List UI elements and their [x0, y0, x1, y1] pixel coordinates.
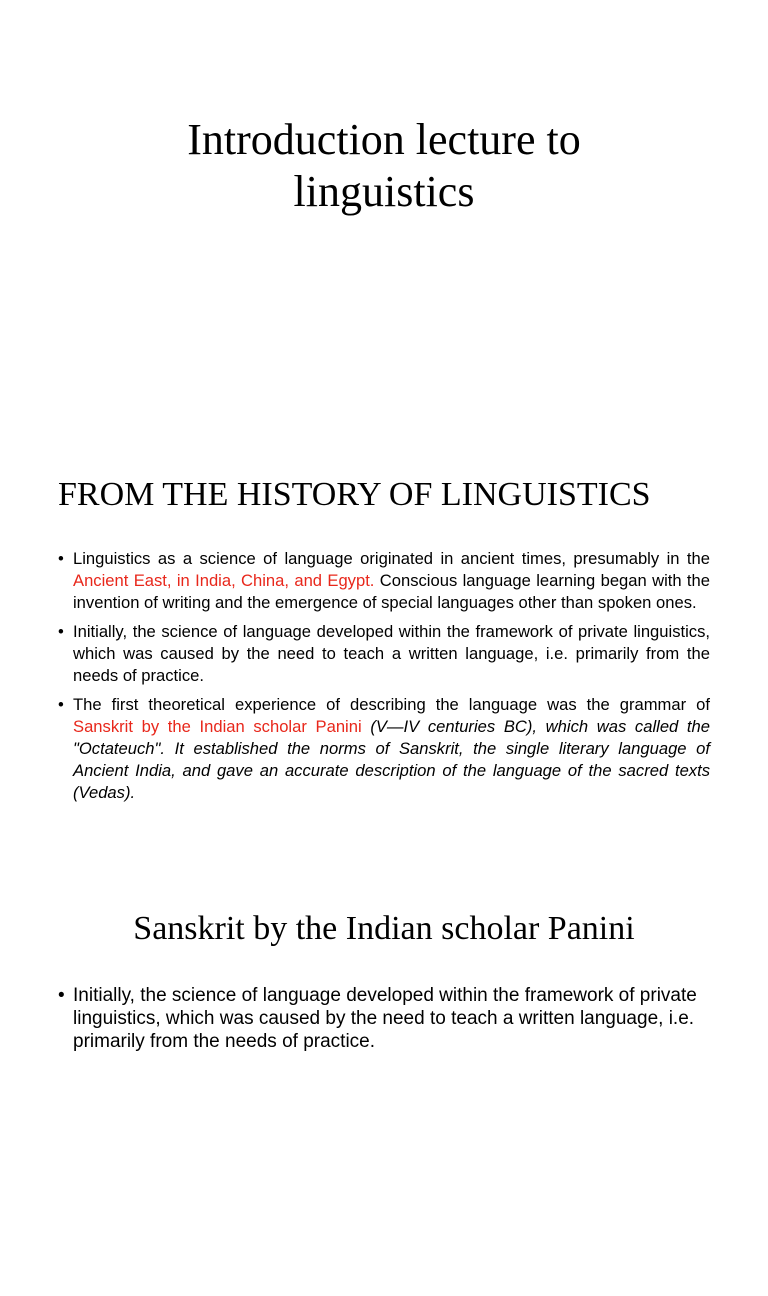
bullet-icon: •: [58, 549, 64, 568]
bullet-text: Initially, the science of language developed within the framework of private linguistics, which was caused by the need to teach a written language, i.e. primarily from the needs of practice.: [73, 622, 710, 685]
italic-text: (V—IV centuries BC), which was called the "Octateuch". It established the norms of Sanskrit, the single literary language of Ancient India, and gave an accurate description of the language of the sacred texts (Vedas).: [73, 717, 710, 802]
bullet-list: [58, 548, 710, 811]
slide-history: [0, 432, 768, 864]
bullet-list: [58, 984, 718, 1053]
bullet-item: [58, 984, 718, 1053]
title-line-1: Introduction lecture to: [187, 115, 581, 164]
bullet-text: Conscious language learning began with the invention of writing and the emergence of special languages other than spoken ones.: [73, 571, 710, 612]
highlight-text: Sanskrit by the Indian scholar Panini: [73, 717, 362, 736]
presentation-title: [0, 114, 768, 218]
bullet-text: Initially, the science of language developed within the framework of private linguistics, which was caused by the need to teach a written language, i.e. primarily from the needs of practice.: [73, 985, 697, 1052]
slide-title: [0, 0, 768, 432]
bullet-item: [58, 548, 710, 614]
slide-heading: FROM THE HISTORY OF LINGUISTICS: [58, 476, 651, 513]
bullet-text: The first theoretical experience of describing the language was the grammar of: [73, 695, 710, 714]
slide-panini: [0, 864, 768, 1296]
bullet-icon: •: [58, 695, 64, 714]
bullet-icon: •: [58, 985, 65, 1006]
bullet-item: [58, 694, 710, 804]
title-line-2: linguistics: [293, 167, 475, 216]
bullet-text: Linguistics as a science of language originated in ancient times, presumably in the: [73, 549, 710, 568]
slide-heading: Sanskrit by the Indian scholar Panini: [133, 910, 635, 947]
bullet-icon: •: [58, 622, 64, 641]
bullet-item: [58, 621, 710, 687]
highlight-text: Ancient East, in India, China, and Egypt.: [73, 571, 375, 590]
